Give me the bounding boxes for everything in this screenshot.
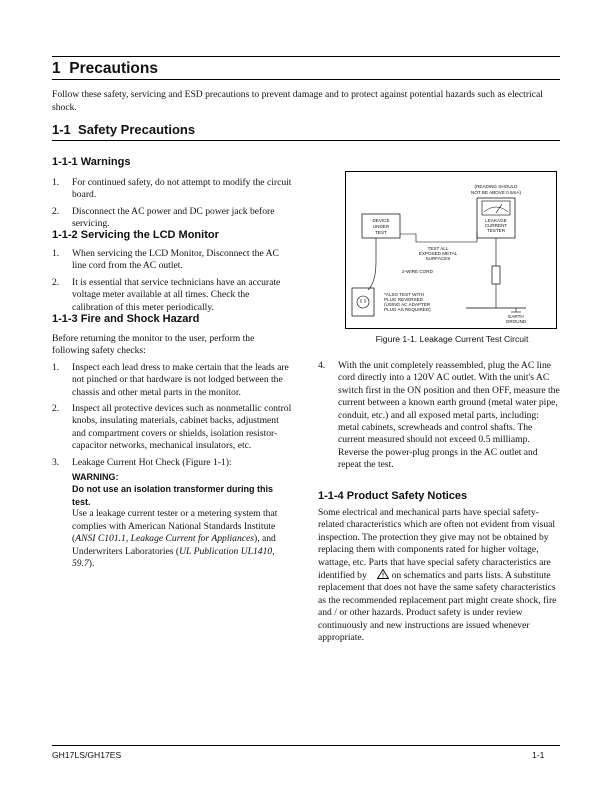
top-rule [52,56,560,57]
outlet-icon [357,296,369,308]
power-cord [368,238,376,290]
intro-paragraph: Follow these safety, servicing and ESD precautions to prevent damage and to protect against potential hazards such as electrical shock. [52,89,543,113]
list-item: 1. When servicing the LCD Monitor, Disconnect the AC line cord from the AC outlet. [52,248,279,272]
fire-heading: 1-1-3 Fire and Shock Hazard [52,313,200,325]
earth-label-2: GROUND [505,319,527,324]
list-item: 2. Disconnect the AC power and DC power jack before servicing. [52,205,275,230]
chapter-rule [52,79,560,80]
footer-rule [52,745,560,746]
leakage-circuit-diagram [346,172,556,328]
list-item: 2. It is essential that service technicians have an accurate voltage meter available at all times. Check the calibration of this meter periodically. [52,276,281,313]
device-label-2: UNDER [372,224,390,229]
footer-page-number: 1-1 [532,750,545,760]
also-label-3: (USING AC ADAPTER [384,302,431,307]
tester-label-3: TESTER [486,228,506,233]
testall-label-2: EXPOSED METAL [418,251,458,256]
tester-label-2: CURRENT [484,223,508,228]
warnings-heading: 1-1-1 Warnings [52,156,131,168]
device-label-1: DEVICE [372,218,390,223]
fire-section [52,333,292,574]
leakage-test-figure [345,171,557,329]
reading-label-1: (READING SHOULD [474,184,518,189]
warning-strong-text: Do not use an isolation transformer during this test. [72,484,274,507]
product-paragraph: Some electrical and mechanical parts have special safety-related characteristics which are often not evident from visual inspection. The protection they give may not be obtained by replacing them with components rated for higher voltage, wattage, etc. Parts that have special safety characteristics are identified by on schematics and parts lists. A substitute replacement that does not have the same safety characteristics as the recommended replacement part might create shock, fire and / or other hazards. Product safety is under review continuously and new instructions are issued whenever appropriate. [318,507,557,644]
warnings-list [52,177,292,235]
figure-caption: Figure 1-1. Leakage Current Test Circuit [375,334,529,344]
also-label-2: PLUG REVERSED [384,297,424,302]
probe-handle [492,266,500,284]
test-lead [400,232,477,242]
list-item: 3. Leakage Current Hot Check (Figure 1-1): WARNING: Do not use an isolation transformer during this test. Use a leakage current tester or a metering system that complies with American National Standards Institute (ANSI C101.1, Leakage Current for Appliances), and Underwriters Laboratories (UL Publication UL1410, 59.7). [52,457,292,571]
meter-needle-icon [496,204,502,213]
servicing-heading: 1-1-2 Servicing the LCD Monitor [52,229,219,241]
testall-label-1: TEST ALL [427,246,449,251]
warning-body: Use a leakage current tester or a metering system that complies with American National Standards Institute (ANSI C101.1, Leakage Current for Appliances), and Underwriters Laboratories (UL Publication UL1410, 59.7). [72,508,278,569]
testall-label-3: SURFACES [425,256,451,261]
list-item: 4. With the unit completely reassembled, plug the AC line cord directly into a 120V AC outlet. With the unit's AC switch first in the ON position and then OFF, measure the current between a known earth ground (metal water pipe, conduit, etc.) and all exposed metal parts, including: metal cabinets, screwheads and control shafts. The current measured should not exceed 0.5 milliamp. Reverse the power-plug prongs in the AC outlet and repeat the test. [318,360,560,471]
reading-label-2: NOT BE ABOVE 0.5mA) [471,190,521,195]
list-item: 1. Inspect each lead dress to make certain that the leads are not pinched or that hardware is not lodged between the chassis and other metal parts in the monitor. [52,361,289,398]
earth-label-1: EARTH [508,314,524,319]
footer-model: GH17LS/GH17ES [52,750,122,760]
servicing-list [52,248,292,318]
fire-lead: Before returning the monitor to the user, perform the following safety checks: [52,333,255,357]
device-label-3: TEST [375,230,387,235]
outlet-box [352,288,374,316]
list-item: 1. For continued safety, do not attempt to modify the circuit board. [52,177,292,201]
also-label-4: PLUG AS REQUIRED) [384,307,431,312]
warning-triangle-icon [377,569,389,579]
also-label-1: *ALSO TEST WITH [384,292,424,297]
section-rule [52,140,560,141]
fire-item-4 [318,360,560,476]
cord-label: 2-WIRE CORD [402,269,433,274]
tester-label-1: LEAKAGE [485,218,507,223]
warning-label: WARNING: [72,472,119,483]
product-heading: 1-1-4 Product Safety Notices [318,490,468,502]
section-title: 1-1 Safety Precautions [52,122,196,137]
chapter-title: 1 Precautions [52,60,158,77]
list-item: 2. Inspect all protective devices such as nonmetallic control knobs, insulating materials, cabinet backs, adjustment and compartment covers or shields, isolation resistor-capacitor networks, mechanical insulators, etc. [52,403,292,452]
meter-arc-icon [484,207,508,212]
